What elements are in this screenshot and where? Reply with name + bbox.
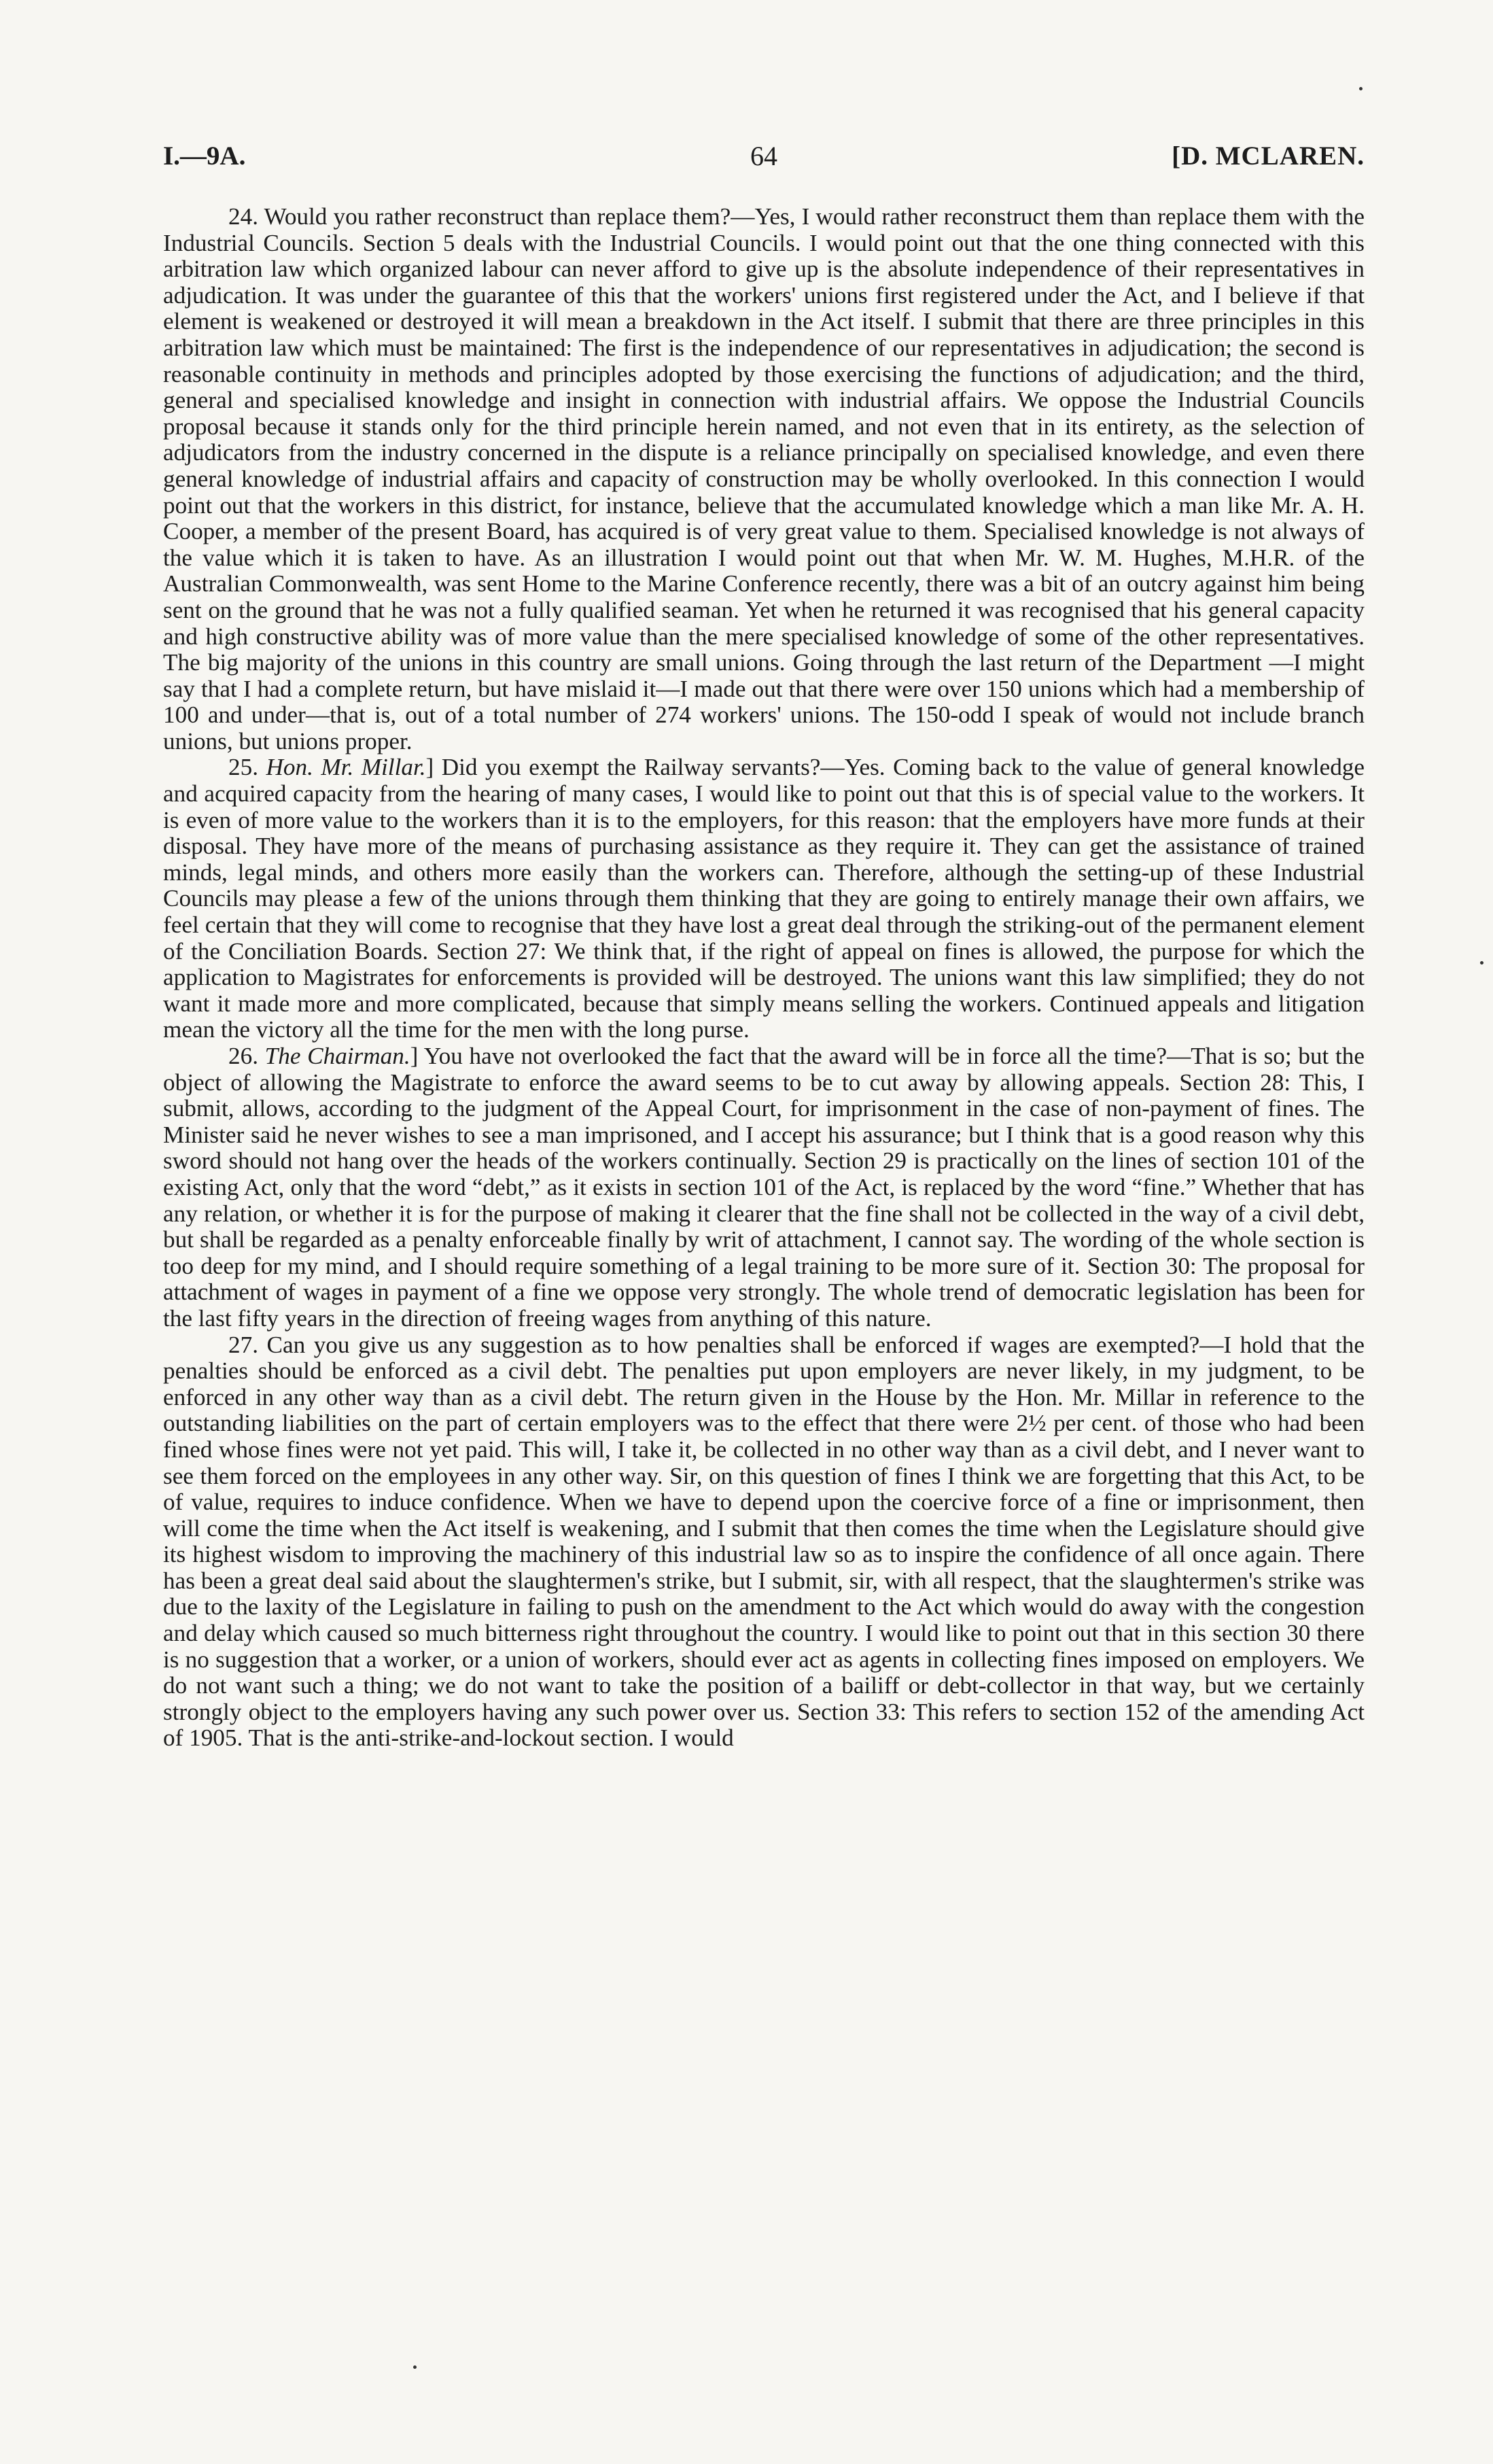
paragraph-27: 27. Can you give us any suggestion as to how penalties shall be enforced if wages are exempted?—I hold that the penalties should be enforced as a civil debt. The penalties put upon employers are never likely, in my judgment, to be enforced in any other way than as a civil debt. The return given in the House by the Hon. Mr. Millar in reference to the outstanding liabilities on the part of certain employers was to the effect that there were 2½ per cent. of those who had been fined whose fines were not yet paid. This will, I take it, be collected in no other way than as a civil debt, and I never want to see them forced on the employees in any other way. Sir, on this question of fines I think we are forgetting that this Act, to be of value, requires to induce confidence. When we have to depend upon the coercive force of a fine or imprisonment, then will come the time when the Act itself is weakening, and I submit that then comes the time when the Legislature should give its highest wisdom to improving the machinery of this industrial law so as to inspire the confidence of all once again. There has been a great deal said about the slaughtermen's strike, but I submit, sir, with all respect, that the slaughtermen's strike was due to the laxity of the Legislature in failing to push on the amendment to the Act which would do away with the congestion and delay which caused so much bitterness right throughout the country. I would like to point out that in this section 30 there is no suggestion that a worker, or a union of workers, should ever act as agents in collecting fines imposed on employers. We do not want such a thing; we do not want to take the position of a bailiff or debt-collector in that way, but we certainly strongly object to the employers having any such power over us. Section 33: This refers to section 152 of the amending Act of 1905. That is the anti-strike-and-lockout section. I would [163, 1331, 1365, 1752]
print-speck [413, 2365, 417, 2369]
paragraph-text: ] Did you exempt the Railway servants?—Yes. Coming back to the value of general knowledge and acquired capacity from the hearing of many cases, I would like to point out that this is of special value to the workers. It is even of more value to the workers than it is to the employers, for this reason: that the employers have more funds at their disposal. They have more of the means of purchasing assistance as they require it. They can get the assistance of trained minds, legal minds, and others more easily than the workers can. Therefore, although the setting-up of these Industrial Councils may please a few of the unions through them thinking that they are going to entirely manage their own affairs, we feel certain that they will come to recognise that they have lost a great deal through the striking-out of the permanent element of the Conciliation Boards. Section 27: We think that, if the right of appeal on fines is allowed, the purpose for which the application to Magistrates for enforcements is provided will be destroyed. The unions want this law simplified; they do not want it made more and more complicated, because that simply means selling the workers. Continued appeals and litigation mean the victory all the time for the men with the long purse. [163, 754, 1365, 1043]
speaker-name: The Chairman. [264, 1043, 410, 1069]
question-number: 26. [228, 1043, 258, 1069]
print-speck [1480, 961, 1483, 965]
page-header [163, 140, 1365, 181]
paragraph-25 [163, 754, 1365, 1043]
paragraph-text: ] You have not overlooked the fact that the award will be in force all the time?—That is so; but the object of allowing the Magistrate to enforce the award seems to be to cut away by allowing appeals. Section 28: This, I submit, allows, according to the judgment of the Appeal Court, for imprisonment in the case of non-payment of fines. The Minister said he never wishes to see a man imprisoned, and I accept his assurance; but I think that is a good reason why this sword should not hang over the heads of the workers continually. Section 29 is practically on the lines of section 101 of the existing Act, only that the word “debt,” as it exists in section 101 of the Act, is replaced by the word “fine.” Whether that has any relation, or whether it is for the purpose of making it clearer that the fine shall not be collected in the way of a civil debt, but shall be regarded as a penalty enforceable finally by writ of attachment, I cannot say. The wording of the whole section is too deep for my mind, and I should require something of a legal training to be more sure of it. Section 30: The proposal for attachment of wages in payment of a fine we oppose very strongly. The whole trend of democratic legislation has been for the last fifty years in the direction of freeing wages from anything of this nature. [163, 1043, 1365, 1332]
testimony-body [163, 204, 1365, 1752]
witness-name: [D. MCLAREN. [1172, 141, 1365, 171]
question-number: 25. [228, 754, 258, 781]
print-speck [1359, 87, 1363, 90]
document-reference: I.—9A. [163, 141, 246, 171]
paragraph-24: 24. Would you rather reconstruct than replace them?—Yes, I would rather reconstruct them than replace them with the Industrial Councils. Section 5 deals with the Industrial Councils. I would point out that the one thing connected with this arbitration law which organized labour can never afford to give up is the absolute independence of their representatives in adjudication. It was under the guarantee of this that the workers' unions first registered under the Act, and I believe if that element is weakened or destroyed it will mean a breakdown in the Act itself. I submit that there are three principles in this arbitration law which must be maintained: The first is the independence of our representatives in adjudication; the second is reasonable continuity in methods and principles adopted by those exercising the functions of adjudication; and the third, general and specialised knowledge and insight in connection with industrial affairs. We oppose the Industrial Councils proposal because it stands only for the third principle herein named, and not even that in its entirety, as the selection of adjudicators from the industry concerned in the dispute is a reliance principally on specialised knowledge, and even there general knowledge of industrial affairs and capacity of construction may be wholly overlooked. In this connection I would point out that the workers in this district, for instance, believe that the accumulated knowledge which a man like Mr. A. H. Cooper, a member of the present Board, has acquired is of very great value to them. Specialised knowledge is not always of the value which it is taken to have. As an illustration I would point out that when Mr. W. M. Hughes, M.H.R. of the Australian Commonwealth, was sent Home to the Marine Conference recently, there was a bit of an outcry against him being sent on the ground that he was not a fully qualified seaman. Yet when he returned it was recognised that his general capacity and high constructive ability was of more value than the mere specialised knowledge of some of the other representatives. The big majority of the unions in this country are small unions. Going through the last return of the Department —I might say that I had a complete return, but have mislaid it—I made out that there were over 150 unions which had a membership of 100 and under—that is, out of a total number of 274 workers' unions. The 150-odd I speak of would not include branch unions, but unions proper. [163, 203, 1365, 754]
page-number: 64 [750, 141, 777, 171]
paragraph-26 [163, 1043, 1365, 1332]
speaker-name: Hon. Mr. Millar. [266, 754, 426, 781]
